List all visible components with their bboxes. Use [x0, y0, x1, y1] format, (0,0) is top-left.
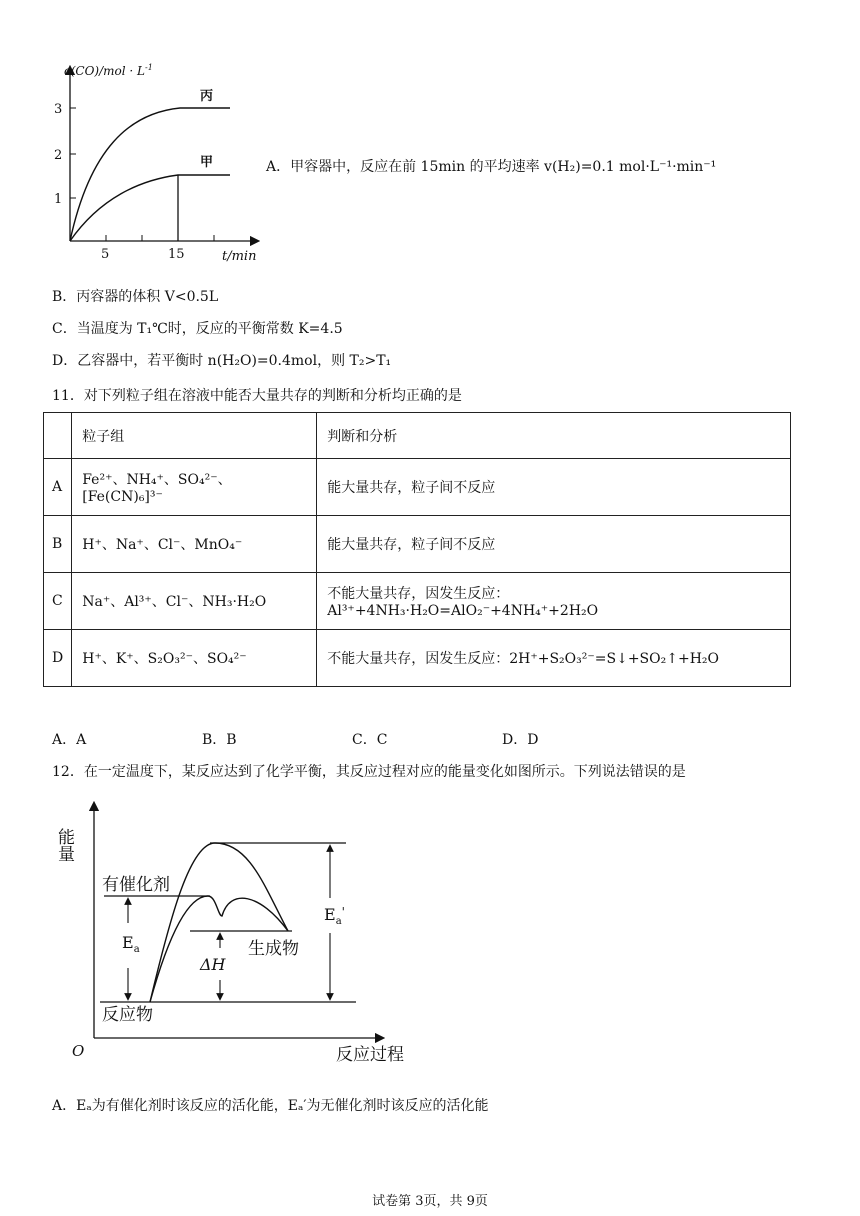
table-row [44, 516, 791, 573]
y-axis-label: $c(CO)/mol \cdot L^{-1}$ [64, 63, 153, 78]
concentration-time-graph [50, 58, 270, 268]
row-analysis: 不能大量共存，因发生反应：Al³⁺+4NH₃·H₂O=AlO₂⁻+4NH₄⁺+2H₂O [317, 573, 791, 630]
row-ions: Na⁺、Al³⁺、Cl⁻、NH₃·H₂O [72, 573, 317, 630]
curve-jia [70, 175, 230, 241]
y-tick-3: 3 [54, 102, 63, 117]
origin-label: O [72, 1042, 85, 1060]
table-row [44, 459, 791, 516]
energy-profile-diagram [54, 798, 420, 1066]
table-row [44, 573, 791, 630]
row-label: D [44, 630, 72, 687]
y-tick-1: 1 [54, 192, 63, 207]
q12-option-a: A．Eₐ为有催化剂时该反应的活化能，Eₐ′为无催化剂时该反应的活化能 [52, 1098, 489, 1114]
dh-label: ΔH [200, 955, 226, 974]
q11-stem: 11．对下列粒子组在溶液中能否大量共存的判断和分析均正确的是 [52, 388, 462, 404]
q11-option-b: B．B [202, 732, 237, 748]
header-ions: 粒子组 [72, 413, 317, 459]
q10-option-a: A．甲容器中，反应在前 15min 的平均速率 v(H₂)=0.1 mol·L⁻¹·min⁻¹ [266, 159, 717, 175]
q10-option-d: D．乙容器中，若平衡时 n(H₂O)=0.4mol，则 T₂>T₁ [52, 353, 392, 369]
process-axis-label: 反应过程 [336, 1045, 404, 1065]
label-jia: 甲 [200, 155, 214, 170]
row-label: B [44, 516, 72, 573]
row-label: C [44, 573, 72, 630]
q10-option-c: C．当温度为 T₁℃时，反应的平衡常数 K=4.5 [52, 321, 343, 337]
page-footer: 试卷第 3页，共 9页 [372, 1194, 488, 1209]
ea-label: $E_a$ [122, 933, 140, 955]
q11-option-d: D．D [502, 732, 539, 748]
x-tick-15: 15 [168, 247, 185, 262]
y-tick-2: 2 [54, 148, 63, 163]
catalyst-label: 有催化剂 [102, 875, 170, 895]
table-header-row [44, 413, 791, 459]
table-row [44, 630, 791, 687]
reactant-label: 反应物 [102, 1005, 153, 1025]
x-axis-label: t/min [222, 249, 257, 264]
row-analysis: 不能大量共存，因发生反应：2H⁺+S₂O₃²⁻=S↓+SO₂↑+H₂O [317, 630, 791, 687]
header-analysis: 判断和分析 [317, 413, 791, 459]
q11-table [43, 412, 791, 687]
x-tick-5: 5 [101, 247, 110, 262]
row-ions: Fe²⁺、NH₄⁺、SO₄²⁻、[Fe(CN)₆]³⁻ [72, 459, 317, 516]
energy-axis-label: 能量 [54, 828, 74, 862]
row-label: A [44, 459, 72, 516]
q11-options [52, 731, 652, 749]
q11-option-c: C．C [352, 732, 388, 748]
row-ions: H⁺、K⁺、S₂O₃²⁻、SO₄²⁻ [72, 630, 317, 687]
q11-option-a: A．A [52, 732, 87, 748]
row-analysis: 能大量共存，粒子间不反应 [317, 459, 791, 516]
q10-option-b: B．丙容器的体积 V<0.5L [52, 289, 219, 305]
row-ions: H⁺、Na⁺、Cl⁻、MnO₄⁻ [72, 516, 317, 573]
row-analysis: 能大量共存，粒子间不反应 [317, 516, 791, 573]
product-label: 生成物 [248, 939, 299, 959]
q12-stem: 12．在一定温度下，某反应达到了化学平衡，其反应过程对应的能量变化如图所示。下列说法错误的是 [52, 764, 686, 780]
ea-prime-label: $E_a'$ [324, 905, 345, 927]
label-bing: 丙 [200, 89, 214, 104]
